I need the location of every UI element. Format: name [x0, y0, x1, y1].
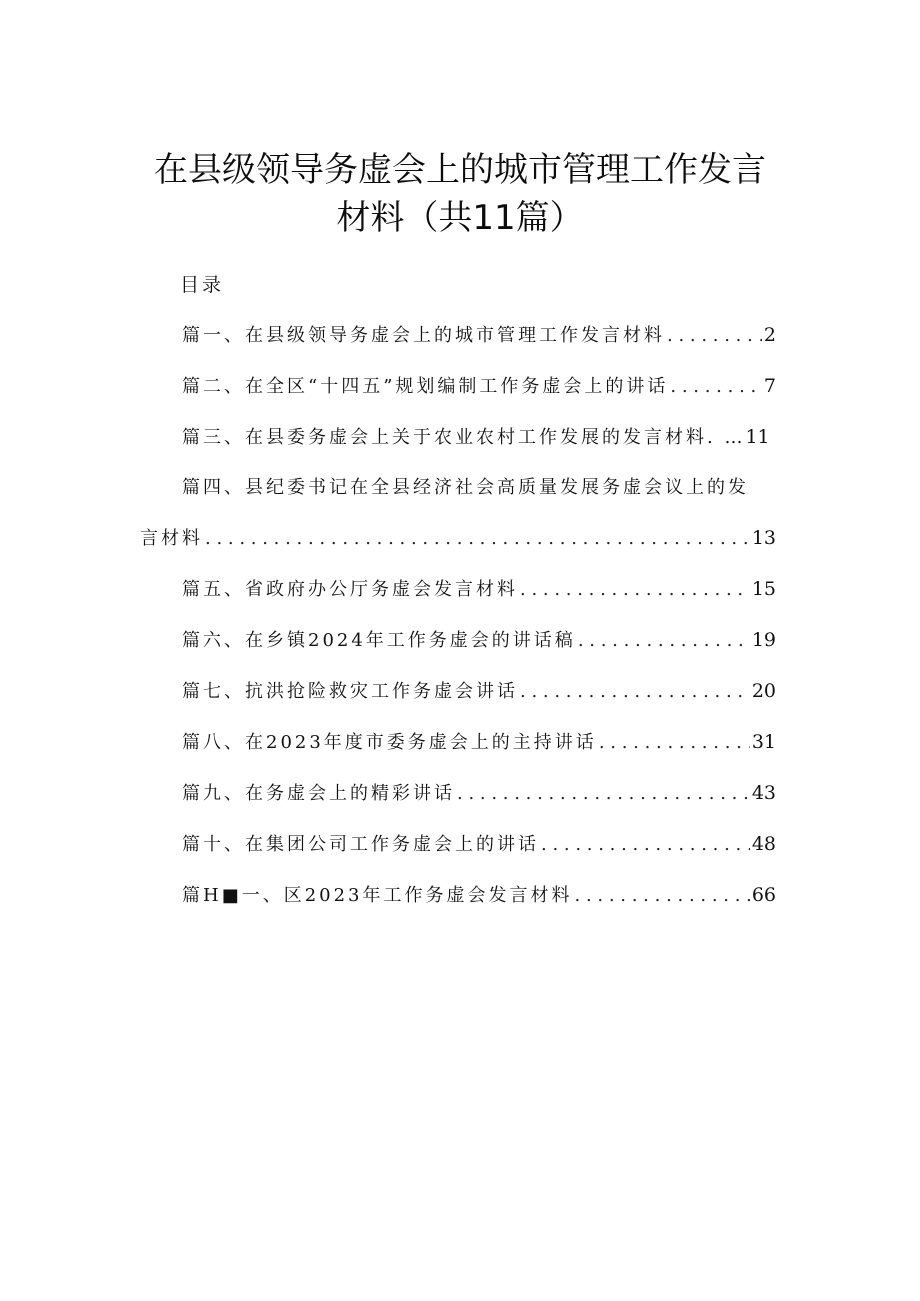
- toc-item-3[interactable]: [182, 423, 776, 449]
- toc-page-number: 11: [745, 426, 770, 448]
- toc-item-11[interactable]: [182, 881, 776, 907]
- document-title-line-2: 材料（共11篇）: [336, 198, 584, 238]
- toc-item-1[interactable]: [182, 321, 776, 347]
- toc-item-8[interactable]: [182, 728, 776, 754]
- toc-page-number: 43: [751, 782, 776, 804]
- toc-dot-leader: [670, 376, 762, 397]
- toc-page-number: 48: [751, 833, 776, 855]
- toc-dot-leader: [457, 783, 750, 804]
- toc-item-2[interactable]: [182, 372, 776, 398]
- toc-item-title: 篇二、在全区“十四五”规划编制工作务虚会上的讲话: [182, 376, 669, 397]
- toc-item-title: 篇五、省政府办公厅务虚会发言材料: [182, 579, 518, 600]
- toc-item-title: 篇三、在县委务虚会上关于农业农村工作发展的发言材料. …: [182, 427, 746, 448]
- toc-item-4-line-1[interactable]: 篇四、县纪委书记在全县经济社会高质量发展务虚会议上的发: [182, 477, 749, 498]
- toc-item-title: 篇一、在县级领导务虚会上的城市管理工作发言材料: [182, 325, 665, 346]
- toc-item-9[interactable]: [182, 779, 776, 805]
- toc-page-number: 15: [751, 578, 776, 600]
- toc-heading: 目录: [180, 274, 225, 296]
- toc-dot-leader: [667, 325, 762, 346]
- toc-page-number: 31: [751, 731, 776, 753]
- toc-page-number: 13: [751, 527, 776, 549]
- toc-item-10[interactable]: [182, 830, 776, 856]
- toc-item-7[interactable]: [182, 677, 776, 703]
- toc-dot-leader: [520, 681, 750, 702]
- toc-item-title: 篇七、抗洪抢险救灾工作务虚会讲话: [182, 681, 518, 702]
- toc-item-title: 篇H■一、区2023年工作务虚会发言材料: [182, 885, 573, 906]
- toc-item-5[interactable]: [182, 575, 776, 601]
- toc-item-title: 篇九、在务虚会上的精彩讲话: [182, 783, 455, 804]
- toc-item-title: 言材料: [140, 528, 203, 549]
- document-title-line-1: 在县级领导务虚会上的城市管理工作发言: [154, 150, 766, 190]
- toc-page-number: 19: [751, 629, 776, 651]
- toc-dot-leader: [575, 885, 750, 906]
- toc-item-6[interactable]: [182, 626, 776, 652]
- toc-page-number: 7: [763, 375, 776, 397]
- toc-page-number: 66: [751, 884, 776, 906]
- toc-dot-leader: [541, 834, 750, 855]
- toc-page-number: 2: [763, 324, 776, 346]
- toc-item-4[interactable]: [140, 524, 776, 550]
- toc-item-title: 篇六、在乡镇2024年工作务虚会的讲话稿: [182, 630, 576, 651]
- toc-dot-leader: [520, 579, 750, 600]
- toc-item-title: 篇八、在2023年度市委务虚会上的主持讲话: [182, 732, 597, 753]
- toc-dot-leader: [599, 732, 750, 753]
- toc-dot-leader: [578, 630, 750, 651]
- toc-item-title: 篇十、在集团公司工作务虚会上的讲话: [182, 834, 539, 855]
- toc-dot-leader: [205, 528, 750, 549]
- toc-page-number: 20: [751, 680, 776, 702]
